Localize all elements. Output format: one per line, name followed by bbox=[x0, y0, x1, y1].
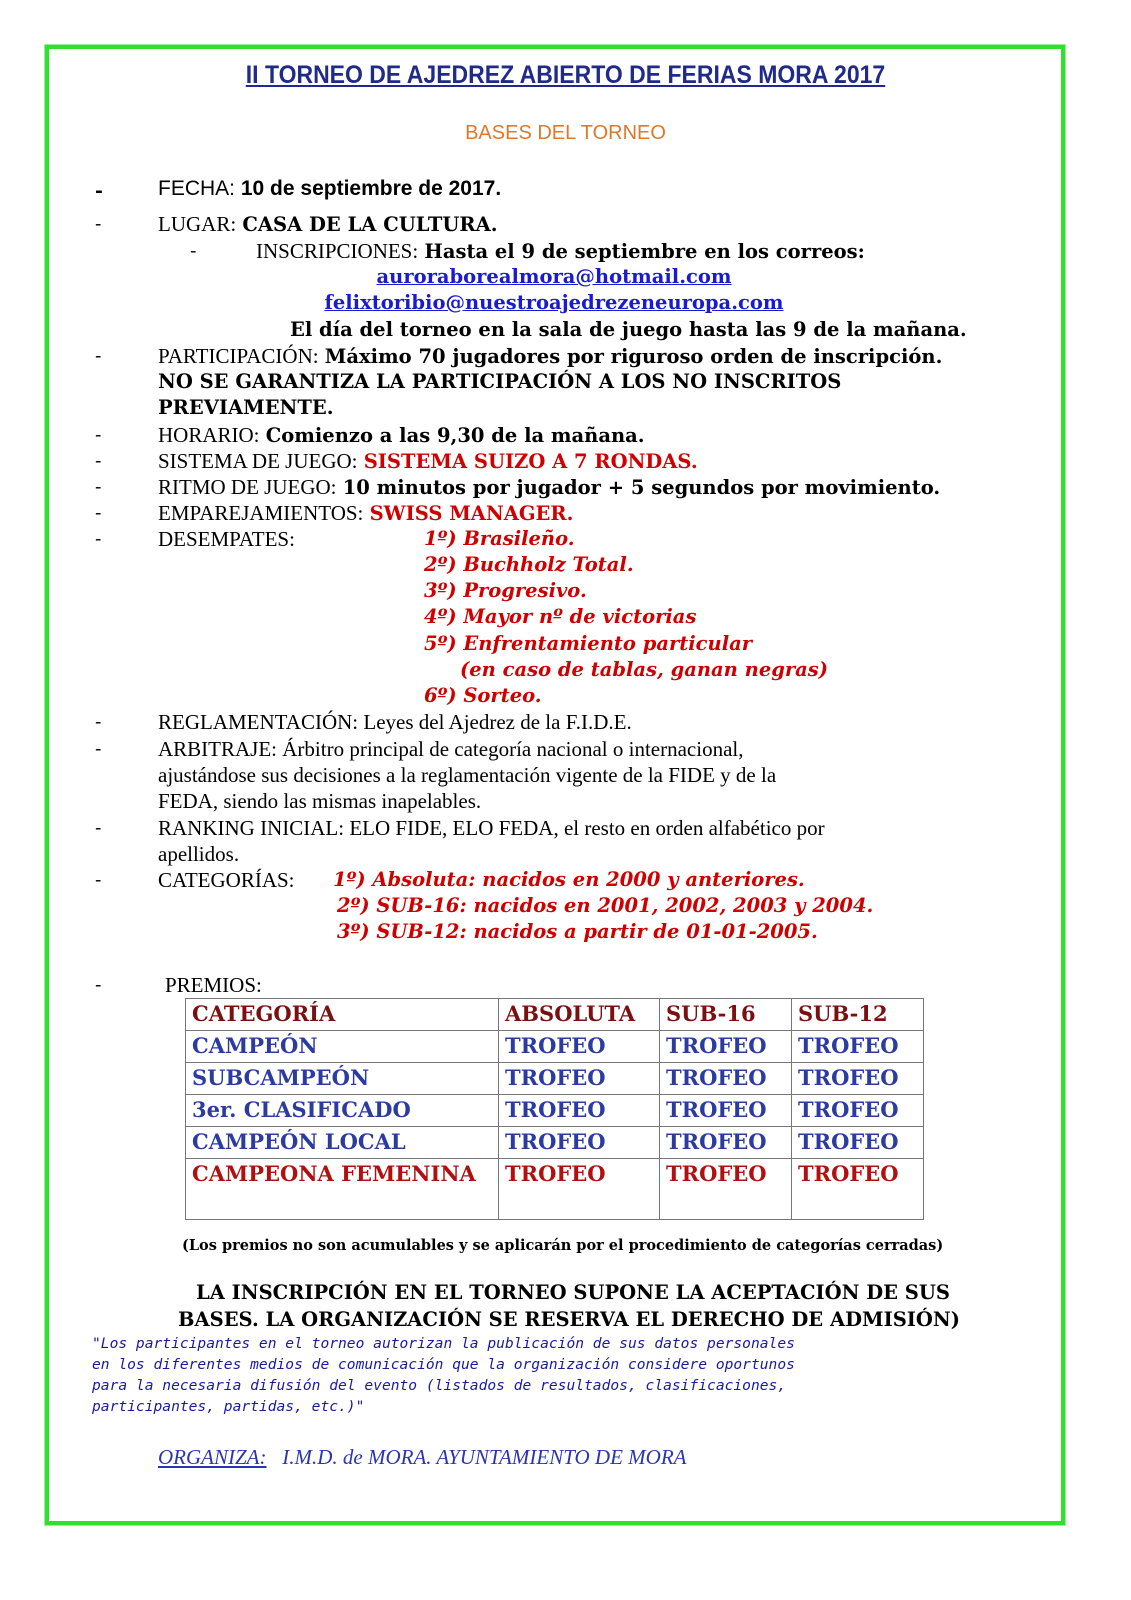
ritmo-label: RITMO DE JUEGO: bbox=[158, 475, 337, 499]
sistema-line bbox=[158, 448, 698, 475]
table-cell: TROFEO bbox=[660, 1063, 792, 1095]
reglamentacion-value: Leyes del Ajedrez de la F.I.D.E. bbox=[363, 710, 632, 734]
table-cell: CAMPEÓN LOCAL bbox=[186, 1127, 499, 1159]
inscripciones-label: INSCRIPCIONES: bbox=[256, 239, 419, 263]
header-cell: CATEGORÍA bbox=[186, 999, 499, 1031]
emparejamientos-label: EMPAREJAMIENTOS: bbox=[158, 501, 364, 525]
table-cell: CAMPEÓN bbox=[186, 1031, 499, 1063]
fecha-label: FECHA: bbox=[158, 177, 236, 200]
bullet: - bbox=[95, 738, 102, 760]
categorias-label: CATEGORÍAS: bbox=[158, 868, 295, 892]
table-row bbox=[186, 1159, 924, 1220]
desempate-item: 5º) Enfrentamiento particular bbox=[424, 632, 753, 655]
participacion-line3: PREVIAMENTE. bbox=[158, 396, 334, 419]
email-link-aurora[interactable]: auroraborealmora@hotmail.com bbox=[376, 265, 732, 288]
horario-line bbox=[158, 422, 645, 449]
table-cell: SUBCAMPEÓN bbox=[186, 1063, 499, 1095]
organiza-line bbox=[158, 1444, 686, 1470]
ranking-label: RANKING INICIAL: bbox=[158, 816, 345, 840]
bullet: - bbox=[95, 528, 102, 550]
table-cell: TROFEO bbox=[499, 1159, 660, 1220]
participacion-line bbox=[158, 343, 942, 370]
inscripciones-line bbox=[256, 238, 865, 265]
participacion-line2: NO SE GARANTIZA LA PARTICIPACIÓN A LOS NO INSCRITOS bbox=[158, 370, 842, 393]
table-cell: TROFEO bbox=[499, 1031, 660, 1063]
bullet: - bbox=[95, 213, 102, 235]
header-cell: SUB-16 bbox=[660, 999, 792, 1031]
categoria-item: 2º) SUB-16: nacidos en 2001, 2002, 2003 y 2004. bbox=[337, 894, 874, 917]
aceptacion-line: BASES. LA ORGANIZACIÓN SE RESERVA EL DERECHO DE ADMISIÓN) bbox=[178, 1308, 960, 1331]
ranking-line bbox=[158, 815, 825, 841]
sistema-value: SISTEMA SUIZO A 7 RONDAS. bbox=[363, 450, 698, 473]
inscripciones-extra: El día del torneo en la sala de juego hasta las 9 de la mañana. bbox=[290, 318, 967, 341]
bullet: - bbox=[95, 817, 102, 839]
arbitraje-text: ajustándose sus decisiones a la reglamentación vigente de la FIDE y de la bbox=[158, 763, 777, 787]
arbitraje-line bbox=[158, 736, 744, 762]
header-cell: SUB-12 bbox=[792, 999, 924, 1031]
privacy-line: participantes, partidas, etc.)" bbox=[92, 1398, 365, 1415]
desempates-label: DESEMPATES: bbox=[158, 527, 295, 551]
aceptacion-line: LA INSCRIPCIÓN EN EL TORNEO SUPONE LA ACEPTACIÓN DE SUS bbox=[196, 1281, 950, 1304]
desempate-item: 3º) Progresivo. bbox=[424, 579, 587, 602]
subtitle: BASES DEL TORNEO bbox=[465, 122, 666, 144]
fecha-line bbox=[158, 176, 501, 202]
categoria-item: 1º) Absoluta: nacidos en 2000 y anteriores. bbox=[333, 868, 805, 891]
privacy-line: "Los participantes en el torneo autorizan la publicación de sus datos personales bbox=[92, 1335, 795, 1352]
inscripciones-value: Hasta el 9 de septiembre en los correos: bbox=[424, 240, 865, 263]
table-cell: TROFEO bbox=[792, 1063, 924, 1095]
lugar-line bbox=[158, 211, 498, 238]
bullet: - bbox=[95, 869, 102, 891]
emparejamientos-line bbox=[158, 500, 573, 527]
bullet: - bbox=[190, 240, 197, 262]
participacion-label: PARTICIPACIÓN: bbox=[158, 344, 319, 368]
organiza-value: I.M.D. de MORA. AYUNTAMIENTO DE MORA bbox=[282, 1445, 687, 1469]
ranking-text: apellidos. bbox=[158, 842, 240, 866]
header-cell: ABSOLUTA bbox=[499, 999, 660, 1031]
table-cell: TROFEO bbox=[660, 1031, 792, 1063]
ritmo-line bbox=[158, 474, 940, 501]
email-link-felix[interactable]: felixtoribio@nuestroajedrezeneuropa.com bbox=[324, 291, 784, 314]
ranking-text: ELO FIDE, ELO FEDA, el resto en orden alfabético por bbox=[349, 816, 825, 840]
bullet: - bbox=[95, 180, 103, 202]
desempate-item: 4º) Mayor nº de victorias bbox=[424, 605, 697, 628]
bullet: - bbox=[95, 450, 102, 472]
bullet: - bbox=[95, 974, 102, 996]
arbitraje-label: ARBITRAJE: bbox=[158, 737, 278, 761]
table-cell: TROFEO bbox=[660, 1127, 792, 1159]
bullet: - bbox=[95, 476, 102, 498]
desempate-item: 6º) Sorteo. bbox=[424, 684, 542, 707]
ritmo-value: 10 minutos por jugador + 5 segundos por movimiento. bbox=[342, 476, 941, 499]
table-cell: CAMPEONA FEMENINA bbox=[186, 1159, 499, 1220]
table-header-row bbox=[186, 999, 924, 1031]
table-row bbox=[186, 1063, 924, 1095]
table-row bbox=[186, 1127, 924, 1159]
table-cell: TROFEO bbox=[792, 1159, 924, 1220]
premios-note: (Los premios no son acumulables y se aplicarán por el procedimiento de categorías cerradas) bbox=[182, 1237, 944, 1254]
privacy-line: para la necesaria difusión del evento (listados de resultados, clasificaciones, bbox=[92, 1377, 787, 1394]
premios-table bbox=[185, 998, 924, 1220]
table-cell: TROFEO bbox=[660, 1159, 792, 1220]
table-cell: TROFEO bbox=[499, 1063, 660, 1095]
table-cell: TROFEO bbox=[792, 1095, 924, 1127]
table-cell: TROFEO bbox=[660, 1095, 792, 1127]
horario-label: HORARIO: bbox=[158, 423, 260, 447]
table-row bbox=[186, 1031, 924, 1063]
sistema-label: SISTEMA DE JUEGO: bbox=[158, 449, 358, 473]
table-row bbox=[186, 1095, 924, 1127]
arbitraje-text: Árbitro principal de categoría nacional o internacional, bbox=[282, 737, 744, 761]
desempate-item: (en caso de tablas, ganan negras) bbox=[460, 658, 828, 681]
lugar-value: CASA DE LA CULTURA. bbox=[242, 213, 498, 236]
table-cell: TROFEO bbox=[792, 1031, 924, 1063]
emparejamientos-value: SWISS MANAGER. bbox=[369, 502, 574, 525]
table-cell: TROFEO bbox=[499, 1095, 660, 1127]
bullet: - bbox=[95, 711, 102, 733]
horario-value: Comienzo a las 9,30 de la mañana. bbox=[265, 424, 645, 447]
fecha-value: 10 de septiembre de 2017. bbox=[240, 177, 502, 200]
bullet: - bbox=[95, 424, 102, 446]
privacy-line: en los diferentes medios de comunicación que la organización considere oportunos bbox=[92, 1356, 795, 1373]
categoria-item: 3º) SUB-12: nacidos a partir de 01-01-2005. bbox=[337, 920, 818, 943]
table-cell: 3er. CLASIFICADO bbox=[186, 1095, 499, 1127]
table-cell: TROFEO bbox=[792, 1127, 924, 1159]
desempate-item: 1º) Brasileño. bbox=[424, 527, 575, 550]
organiza-label: ORGANIZA: bbox=[158, 1445, 267, 1469]
page-title: II TORNEO DE AJEDREZ ABIERTO DE FERIAS MORA 2017 bbox=[245, 61, 886, 89]
premios-label: PREMIOS: bbox=[165, 973, 262, 997]
bullet: - bbox=[95, 345, 102, 367]
bullet: - bbox=[95, 502, 102, 524]
desempate-item: 2º) Buchholz Total. bbox=[424, 553, 634, 576]
table-cell: TROFEO bbox=[499, 1127, 660, 1159]
lugar-label: LUGAR: bbox=[158, 212, 237, 236]
participacion-value: Máximo 70 jugadores por riguroso orden de inscripción. bbox=[324, 345, 943, 368]
reglamentacion-label: REGLAMENTACIÓN: bbox=[158, 710, 359, 734]
reglamentacion-line bbox=[158, 709, 632, 735]
arbitraje-text: FEDA, siendo las mismas inapelables. bbox=[158, 789, 482, 813]
